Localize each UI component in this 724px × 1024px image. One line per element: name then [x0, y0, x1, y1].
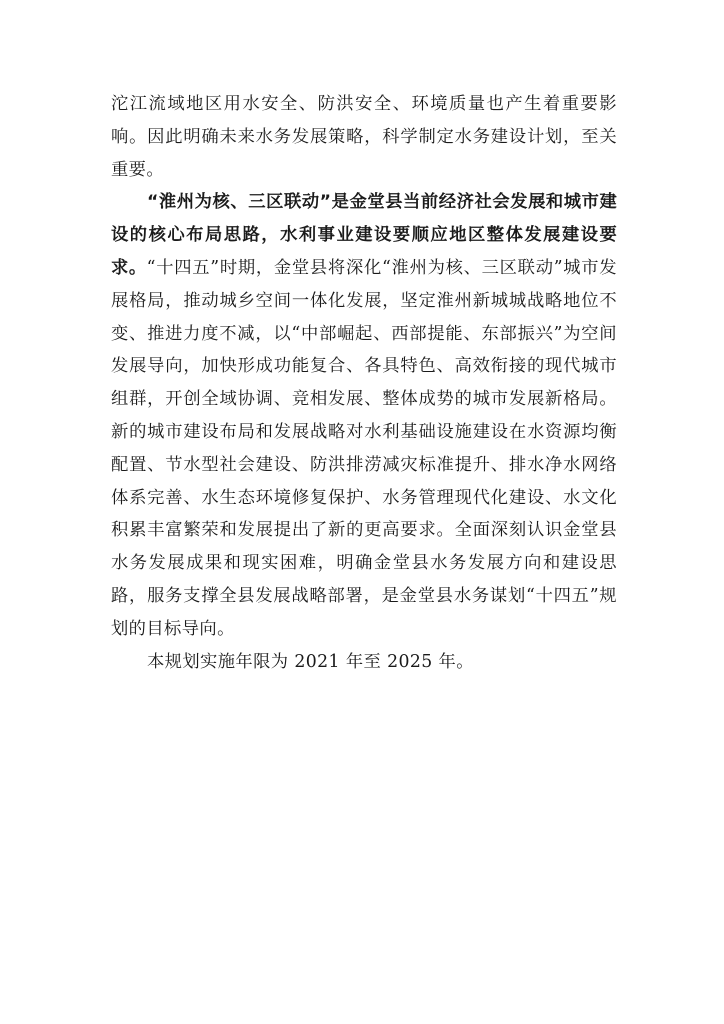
- paragraph-3-text: 本规划实施年限为 2021 年至 2025 年。: [147, 651, 474, 672]
- paragraph-2-text: “十四五”时期，金堂县将深化“淮州为核、三区联动”城市发展格局，推动城乡空间一体化发展，坚定淮州新城城战略地位不变、推进力度不减，以“中部崛起、西部提能、东部振兴”为空间发展导向，加快形成功能复合、各具特色、高效衔接的现代城市组群，开创全域协调、竞相发展、整体成势的城市发展新格局。新的城市建设布局和发展战略对水利基础设施建设在水资源均衡配置、节水型社会建设、防洪排涝减灾标准提升、排水净水网络体系完善、水生态环境修复保护、水务管理现代化建设、水文化积累丰富繁荣和发展提出了新的更高要求。全面深刻认识金堂县水务发展成果和现实困难，明确金堂县水务发展方向和建设思路，服务支撑全县发展战略部署，是金堂县水务谋划“十四五”规划的目标导向。: [111, 257, 617, 639]
- paragraph-3: [111, 646, 617, 679]
- paragraph-2-bold-lead: “淮州为核、三区联动”是金堂县当前经济社会发展和城市建设的核心布局思路，水利事业建设要顺应地区整体发展建设要求。: [111, 192, 617, 278]
- paragraph-1-text: 沱江流域地区用水安全、防洪安全、环境质量也产生着重要影响。因此明确未来水务发展策略，科学制定水务建设计划，至关重要。: [111, 94, 617, 180]
- paragraph-2: [111, 186, 617, 645]
- paragraph-1: [111, 88, 617, 186]
- document-body: [111, 88, 617, 678]
